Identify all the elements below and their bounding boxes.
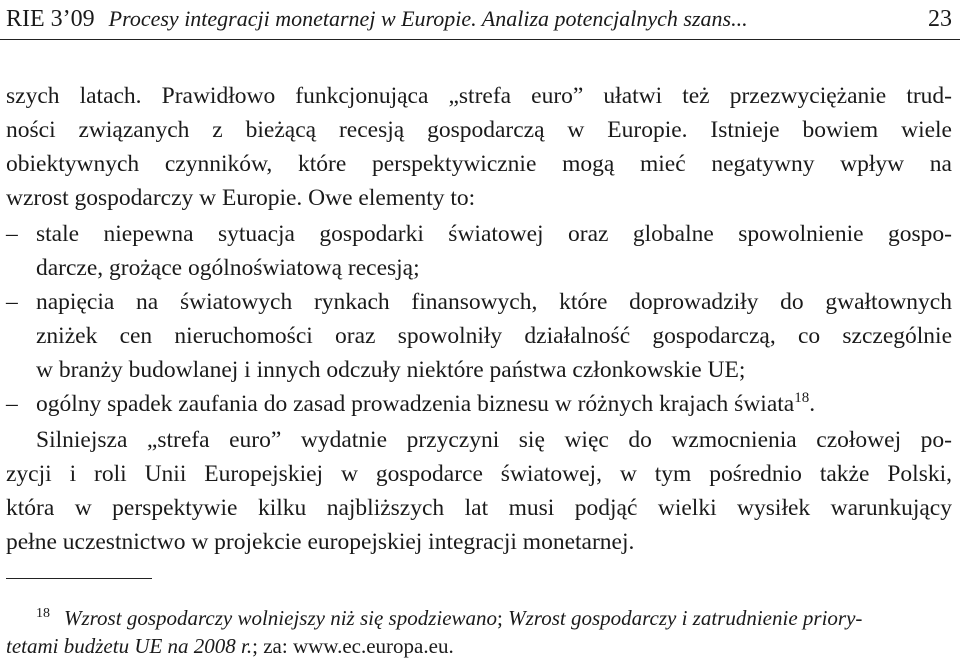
running-title: Procesy integracji monetarnej w Europie. Analiza potencjalnych szans... <box>108 6 748 31</box>
footnote-source: ; za: www.ec.europa.eu. <box>252 634 454 658</box>
bullet-line <box>36 388 952 420</box>
footnote-number: 18 <box>36 606 50 621</box>
bullet-dash: – <box>6 289 18 315</box>
bullet-line: darcze, grożące ogólnoświatową recesją; <box>36 255 420 281</box>
header-rule <box>0 39 960 40</box>
bullet-text: ogólny spadek zaufania do zasad prowadzenia biznesu w różnych krajach świata <box>36 391 795 417</box>
body-line: szych latach. Prawidłowo funkcjonująca „strefa euro” ułatwi też przezwyciężanie trud- <box>6 83 952 109</box>
bullet-line: zniżek cen nieruchomości oraz spowolniły działalność gospodarczą, co szczególnie <box>36 323 952 349</box>
bullet-dash: – <box>6 391 18 417</box>
footnote-line-2 <box>6 632 952 660</box>
page-number: 23 <box>928 6 952 32</box>
bullet-line: stale niepewna sytuacja gospodarki światowej oraz globalne spowolnienie gospo- <box>36 221 952 247</box>
body-line: wzrost gospodarczy w Europie. Owe elementy to: <box>6 185 476 211</box>
body-line: Silniejsza „strefa euro” wydatnie przyczyni się więc do wzmocnienia czołowej po- <box>36 427 952 453</box>
footnote-title-3: tetami budżetu UE na 2008 r. <box>6 634 253 658</box>
footnote <box>6 604 952 632</box>
footnote-rule <box>6 578 152 579</box>
bullet-line: w branży budowlanej i innych odczuły niektóre państwa członkowskie UE; <box>36 357 746 383</box>
body-line: która w perspektywie kilku najbliższych lat musi podjąć wielki wysiłek warunkujący <box>6 495 952 521</box>
body-line: ności związanych z bieżącą recesją gospodarczą w Europie. Istnieje bowiem wiele <box>6 117 952 143</box>
running-header <box>6 2 952 36</box>
bullet-line: napięcia na światowych rynkach finansowych, które doprowadziły do gwałtownych <box>36 289 952 315</box>
bullet-dash: – <box>6 221 18 247</box>
footnote-ref: 18 <box>794 390 810 406</box>
footnote-title-1: Wzrost gospodarczy wolniejszy niż się spodziewano <box>64 606 498 630</box>
footnote-separator: ; <box>497 606 503 630</box>
body-line: zycji i roli Unii Europejskiej w gospodarce światowej, w tym pośrednio także Polski, <box>6 461 952 487</box>
body-line: pełne uczestnictwo w projekcie europejskiej integracji monetarnej. <box>6 529 635 555</box>
journal-issue: RIE 3’09 <box>6 6 95 32</box>
footnote-title-2: Wzrost gospodarczy i zatrudnienie priory- <box>508 606 863 630</box>
body-line: obiektywnych czynników, które perspektywicznie mogą mieć negatywny wpływ na <box>6 151 952 177</box>
bullet-end: . <box>809 391 816 417</box>
